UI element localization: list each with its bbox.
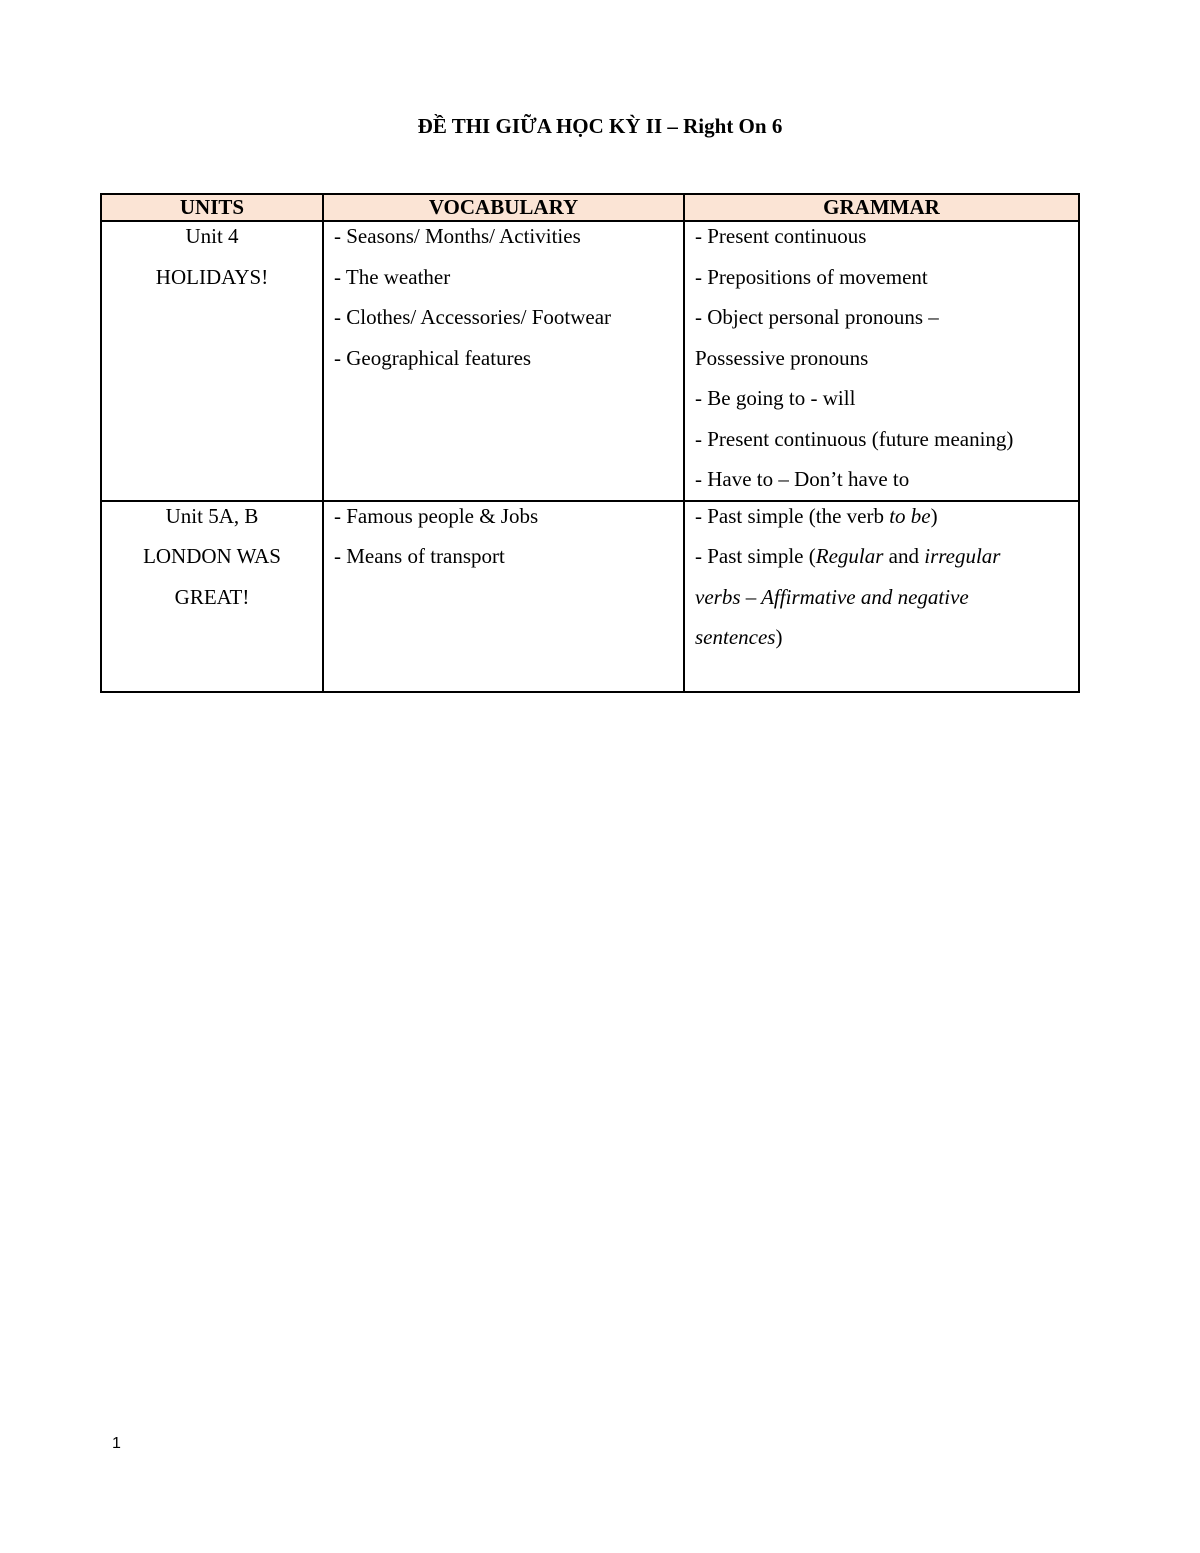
grammar-item: - Have to – Don’t have to [695,467,910,491]
grammar-text-italic: to be [889,503,931,528]
syllabus-table [100,193,1080,693]
vocabulary-item: - Famous people & Jobs [334,503,539,528]
grammar-text: ) [775,625,783,649]
grammar-text: ) [930,503,938,528]
grammar-cell [684,501,1079,692]
grammar-item [695,617,1068,658]
vocabulary-cell [323,221,684,501]
grammar-item: Possessive pronouns [695,345,869,370]
grammar-item: - Be going to - will [695,386,856,410]
grammar-item: - Present continuous (future meaning) [695,426,1014,451]
grammar-text: - Past simple ( [695,544,816,568]
unit-title: GREAT! [174,584,250,609]
unit-title: LONDON WAS [143,544,281,568]
grammar-text-italic: irregular [924,544,1001,568]
grammar-item: - Prepositions of movement [695,264,928,289]
grammar-text-italic: Regular [815,544,884,568]
header-grammar: GRAMMAR [684,194,1079,221]
vocabulary-item: - The weather [334,264,451,289]
vocabulary-item: - Means of transport [334,544,505,568]
vocabulary-item: - Clothes/ Accessories/ Footwear [334,305,612,329]
grammar-text: and [883,544,925,568]
page-number: 1 [112,1435,121,1452]
page-title: ĐỀ THI GIỮA HỌC KỲ II – Right On 6 [417,114,783,138]
unit-label: Unit 5A, B [165,503,259,528]
table-row [101,501,1079,692]
header-vocabulary: VOCABULARY [323,194,684,221]
unit-cell [101,501,323,692]
grammar-text-italic: verbs – Affirmative and negative [695,584,969,609]
grammar-item: - Present continuous [695,224,867,248]
grammar-text-italic: sentences [695,625,776,649]
unit-title: HOLIDAYS! [155,264,269,289]
grammar-cell [684,221,1079,501]
unit-label: Unit 4 [185,224,239,248]
grammar-item [695,496,1068,537]
unit-cell [101,221,323,501]
vocabulary-item: - Geographical features [334,345,532,370]
vocabulary-item: - Seasons/ Months/ Activities [334,224,581,248]
vocabulary-cell [323,501,684,692]
table-row [101,221,1079,501]
header-units: UNITS [101,194,323,221]
grammar-item [695,577,1068,618]
grammar-text: - Past simple (the verb [695,503,890,528]
grammar-item: - Object personal pronouns – [695,305,939,329]
grammar-item [695,536,1068,577]
